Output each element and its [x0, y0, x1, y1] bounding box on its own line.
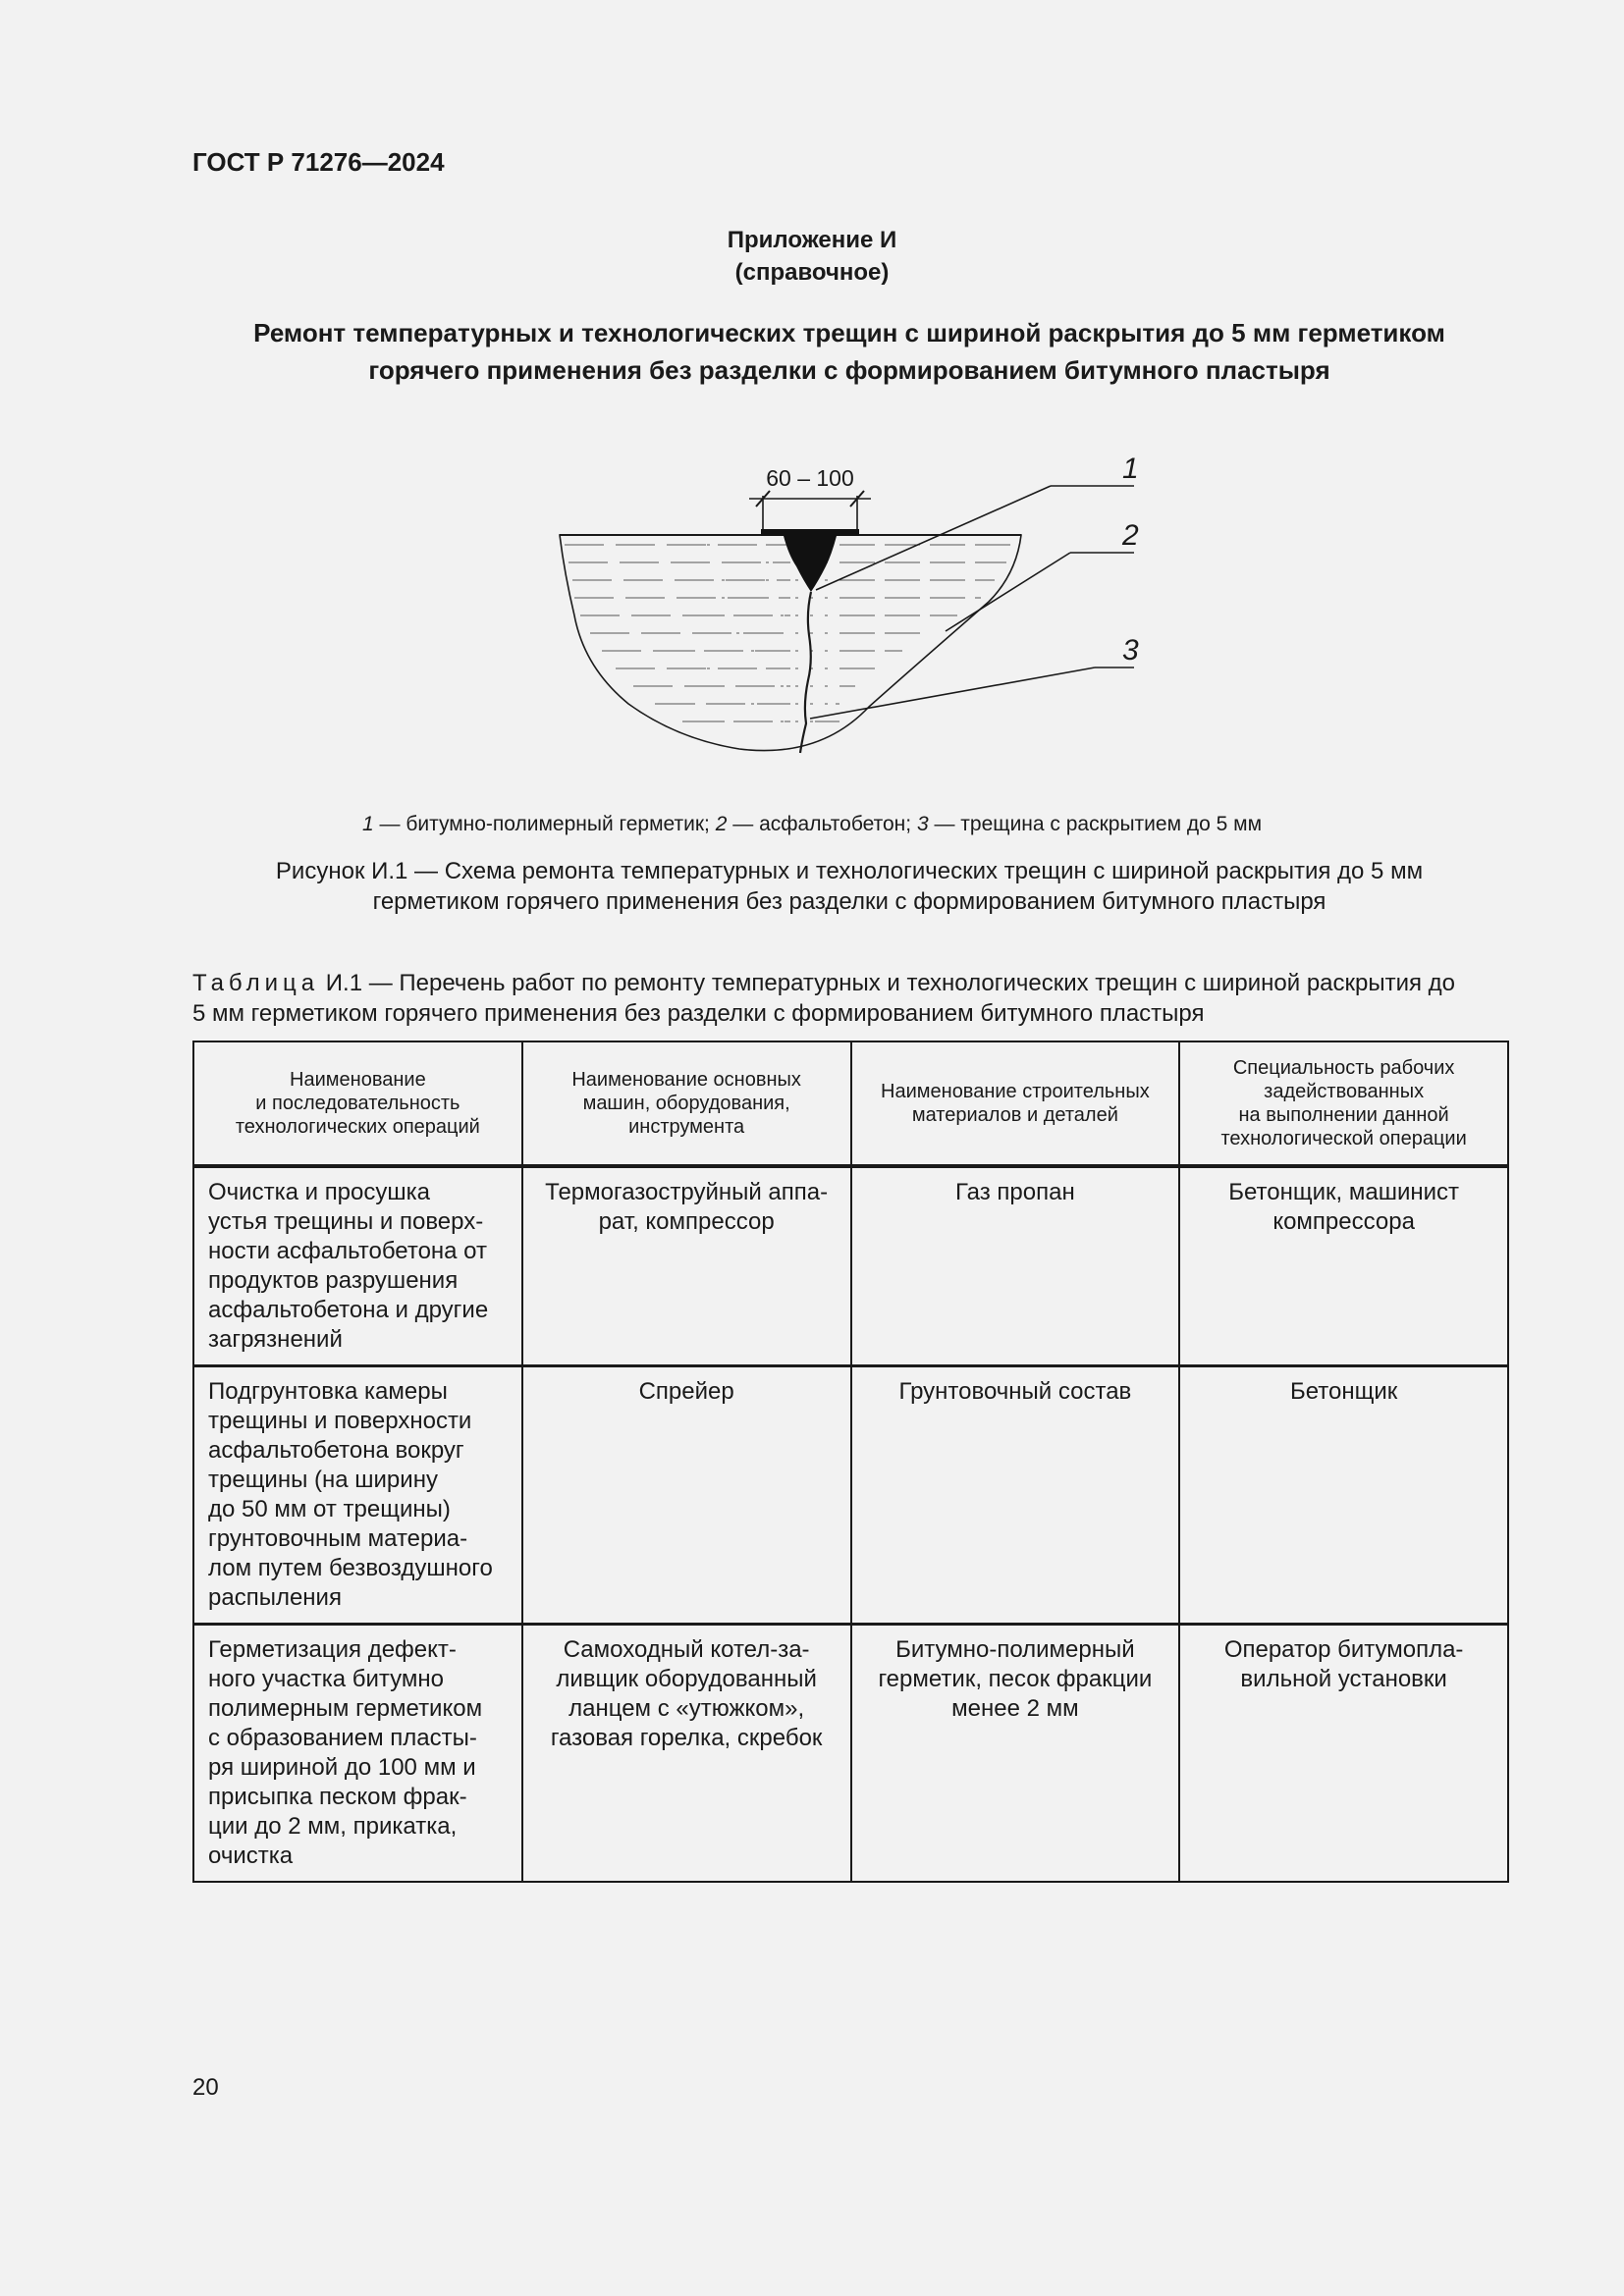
header-line: Наименование строительных [881, 1081, 1150, 1102]
bitumen-patch [761, 529, 859, 536]
legend-text-1: — битумно-полимерный герметик; [373, 813, 716, 835]
leader-line-1 [816, 486, 1051, 590]
cell-line: распыления [208, 1584, 342, 1611]
table-caption-line1: И.1 — Перечень работ по ремонту температурных и технологических трещин с шириной раскрытия до [319, 970, 1456, 996]
cell-line: Бетонщик, машинист [1228, 1179, 1460, 1205]
callout-2: 2 [1122, 519, 1139, 552]
cell-line: ного участка битумно [208, 1666, 444, 1692]
workers-cell [1179, 1366, 1508, 1625]
cell-line: асфальтобетона вокруг [208, 1437, 464, 1464]
table-row [193, 1366, 1508, 1625]
asphalt-concrete-body [560, 535, 1021, 751]
workers-cell [1179, 1166, 1508, 1366]
annex-title-line1: Ремонт температурных и технологических трещин с шириной раскрытия до 5 мм герметиком [253, 318, 1445, 347]
legend-num-2: 2 [715, 813, 728, 835]
cell-line: Грунтовочный состав [898, 1378, 1132, 1405]
cell-line: с образованием пласты- [208, 1725, 477, 1751]
callout-1: 1 [1122, 453, 1139, 485]
table-caption-line2: 5 мм герметиком горячего применения без разделки с формированием битумного пластыря [192, 1000, 1205, 1027]
cell-line: газовая горелка, скребок [550, 1725, 823, 1751]
materials-cell [851, 1366, 1180, 1625]
leader-line-3 [810, 667, 1095, 719]
equipment-cell [522, 1166, 851, 1366]
equipment-cell [522, 1625, 851, 1883]
works-table [192, 1041, 1509, 1883]
operation-cell [193, 1166, 522, 1366]
header-line: и последовательность [255, 1093, 460, 1114]
workers-cell [1179, 1625, 1508, 1883]
cell-line: ливщик оборудованный [556, 1666, 817, 1692]
annex-name: Приложение И [727, 227, 897, 253]
cell-line: устья трещины и поверх- [208, 1208, 484, 1235]
header-line: технологической операции [1220, 1128, 1467, 1149]
figure-caption [216, 856, 1483, 917]
cell-line: до 50 мм от трещины) [208, 1496, 451, 1522]
figure-caption-line1: Рисунок И.1 — Схема ремонта температурных и технологических трещин с шириной раскрытия до 5 мм [275, 858, 1424, 884]
leader-line-2 [946, 553, 1070, 631]
materials-cell [851, 1166, 1180, 1366]
header-line: Наименование основных [571, 1069, 801, 1091]
cell-line: асфальтобетона и другие [208, 1297, 489, 1323]
cell-line: Термогазоструйный аппа- [545, 1179, 829, 1205]
operation-cell [193, 1366, 522, 1625]
figure-legend [0, 813, 1624, 836]
standard-code: ГОСТ Р 71276—2024 [192, 147, 445, 177]
cell-line: очистка [208, 1842, 294, 1869]
cell-line: Оператор битумопла- [1223, 1636, 1464, 1663]
cell-line: ря шириной до 100 мм и [208, 1754, 476, 1781]
cell-line: ции до 2 мм, прикатка, [208, 1813, 458, 1840]
page-number: 20 [192, 2074, 219, 2101]
callout-3: 3 [1122, 634, 1139, 667]
header-line: задействованных [1264, 1081, 1425, 1102]
cell-line: грунтовочным материа- [208, 1525, 468, 1552]
header-line: на выполнении данной [1238, 1104, 1449, 1126]
cell-line: Битумно-полимерный [895, 1636, 1135, 1663]
header-operations [193, 1041, 522, 1166]
cell-line: вильной установки [1240, 1666, 1447, 1692]
header-workers [1179, 1041, 1508, 1166]
cell-line: герметик, песок фракции [878, 1666, 1153, 1692]
annex-type: (справочное) [734, 259, 890, 286]
figure-caption-line2: герметиком горячего применения без разделки с формированием битумного пластыря [372, 888, 1326, 915]
cell-line: полимерным герметиком [208, 1695, 483, 1722]
cell-line: трещины (на ширину [208, 1467, 438, 1493]
operation-cell [193, 1625, 522, 1883]
table-row [193, 1166, 1508, 1366]
cell-line: ланцем с «утюжком», [568, 1695, 805, 1722]
header-line: технологических операций [235, 1116, 480, 1138]
legend-num-1: 1 [361, 813, 374, 835]
header-line: Наименование [290, 1069, 426, 1091]
cell-line: рат, компрессор [598, 1208, 775, 1235]
cell-line: Спрейер [638, 1378, 734, 1405]
header-line: инструмента [628, 1116, 745, 1138]
cell-line: ности асфальтобетона от [208, 1238, 487, 1264]
cell-line: Бетонщик [1289, 1378, 1398, 1405]
cell-line: Герметизация дефект- [208, 1636, 457, 1663]
table-label: Таблица [192, 970, 320, 996]
cell-line: лом путем безвоздушного [208, 1555, 493, 1581]
cell-line: трещины и поверхности [208, 1408, 472, 1434]
cell-line: присыпка песком фрак- [208, 1784, 467, 1810]
cell-line: продуктов разрушения [208, 1267, 459, 1294]
header-equipment [522, 1041, 851, 1166]
equipment-cell [522, 1366, 851, 1625]
asphalt-hatching [565, 545, 1016, 721]
legend-text-2: — асфальтобетон; [727, 813, 917, 835]
table-row [193, 1625, 1508, 1883]
crack-line [800, 592, 811, 753]
table-header-row [193, 1041, 1508, 1166]
legend-text-3: — трещина с раскрытием до 5 мм [928, 813, 1263, 835]
header-materials [851, 1041, 1180, 1166]
cell-line: загрязнений [208, 1326, 343, 1353]
annex-title [196, 314, 1502, 389]
header-line: машин, оборудования, [582, 1093, 790, 1114]
materials-cell [851, 1625, 1180, 1883]
dimension-label: 60 – 100 [766, 465, 854, 491]
cell-line: Очистка и просушка [208, 1179, 431, 1205]
crack-repair-diagram [545, 447, 1154, 780]
legend-num-3: 3 [916, 813, 929, 835]
annex-title-line2: горячего применения без разделки с формированием битумного пластыря [368, 355, 1330, 385]
table-caption [192, 968, 1518, 1029]
cell-line: Самоходный котел-за- [563, 1636, 810, 1663]
cell-line: компрессора [1272, 1208, 1415, 1235]
cell-line: Подгрунтовка камеры [208, 1378, 448, 1405]
table-body [193, 1166, 1508, 1882]
cell-line: Газ пропан [955, 1179, 1075, 1205]
header-line: материалов и деталей [911, 1104, 1118, 1126]
header-line: Специальность рабочих [1232, 1057, 1455, 1079]
cell-line: менее 2 мм [951, 1695, 1079, 1722]
